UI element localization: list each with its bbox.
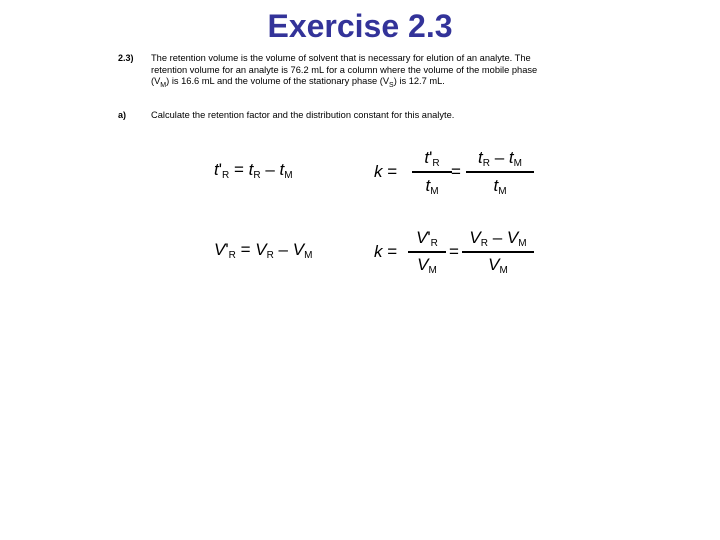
problem-text-2: ) is 16.6 mL and the volume of the stationary phase (V bbox=[166, 76, 390, 87]
fraction-numerator: $V_R - V_M$ bbox=[469, 228, 527, 249]
slide-title: Exercise 2.3 bbox=[267, 8, 453, 44]
fraction-denominator: $V_M$ bbox=[488, 255, 508, 276]
part-a-text: Calculate the retention factor and the distribution constant for this analyte. bbox=[151, 110, 455, 120]
problem-statement bbox=[151, 53, 551, 92]
problem-text-1: The retention volume is the volume of solvent that is necessary for elution of an analyte. The retention volume for an analyte is 76.2 mL for a column where the volume of the mobile phase (V bbox=[151, 53, 538, 87]
fraction-denominator: $V_M$ bbox=[417, 255, 437, 276]
fraction-denominator: $t_M$ bbox=[493, 176, 507, 197]
fraction-numerator: $t_R - t_M$ bbox=[478, 148, 522, 169]
problem-number: 2.3) bbox=[118, 53, 134, 63]
fraction-bar bbox=[462, 251, 534, 253]
vm-subscript: M bbox=[160, 82, 167, 90]
fraction-bar bbox=[408, 251, 446, 253]
fraction-numerator: $t'_R$ bbox=[424, 148, 440, 169]
fraction-denominator: $t_M$ bbox=[425, 176, 439, 197]
fraction-numerator: $V'_R$ bbox=[416, 228, 438, 249]
part-a-label: a) bbox=[118, 110, 127, 120]
adjusted-retention-time-equation: $t'_R = t_R - t_M$ bbox=[214, 160, 293, 181]
adjusted-retention-volume-equation: $V'_R = V_R - V_M$ bbox=[214, 240, 313, 261]
fraction-bar bbox=[466, 171, 534, 173]
fraction-bar bbox=[412, 171, 452, 173]
vs-subscript: S bbox=[389, 82, 394, 90]
problem-text-3: ) is 12.7 mL. bbox=[393, 76, 445, 87]
